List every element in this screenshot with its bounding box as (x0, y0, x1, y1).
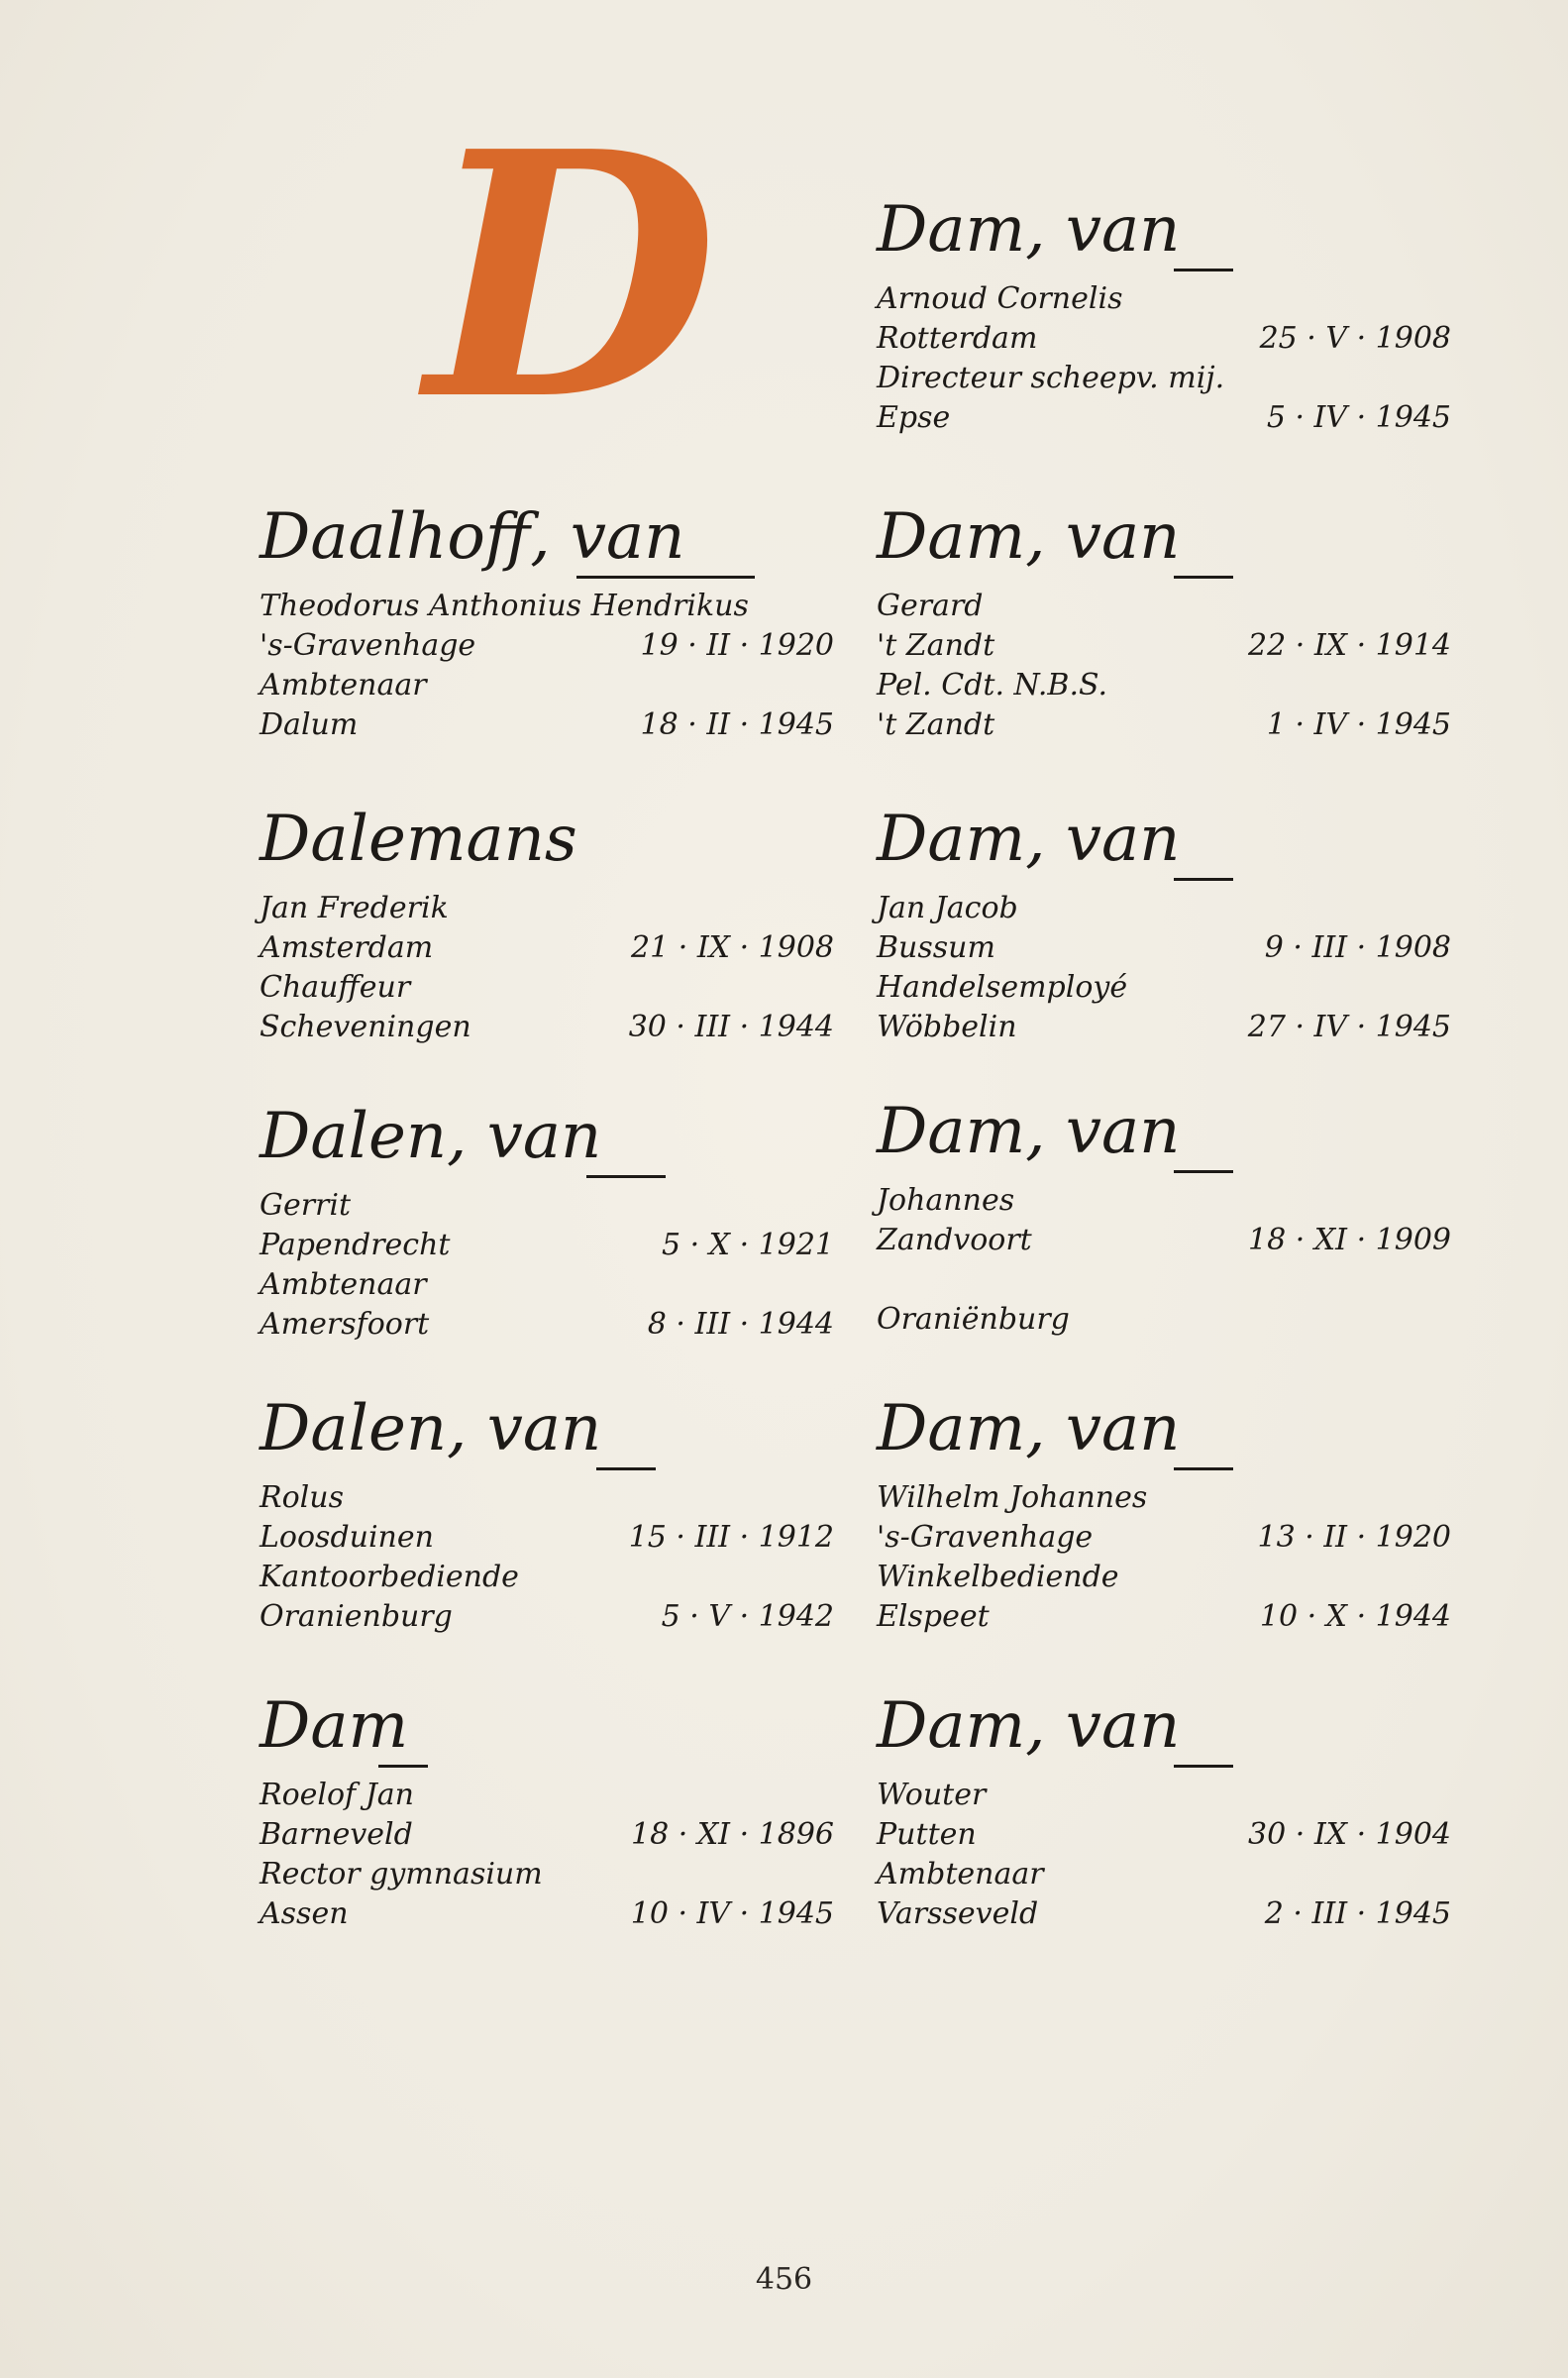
birth-date: 18 · XI · 1896 (631, 1817, 834, 1852)
birth-date: 15 · III · 1912 (628, 1520, 834, 1555)
record-entry (877, 500, 1451, 745)
birth-line: 's-Gravenhage 19 · II · 1920 (260, 626, 834, 666)
given-names-line: Jan Frederik (260, 891, 449, 925)
given-names-line: Gerard (877, 589, 984, 623)
birth-line: Amsterdam 21 · IX · 1908 (260, 928, 834, 968)
surname-heading: Dalen, van (260, 1105, 834, 1186)
surname-heading: Dam, van (877, 1100, 1451, 1181)
death-line: Oranienburg 5 · V · 1942 (260, 1597, 834, 1637)
record-entry (877, 1095, 1451, 1340)
birth-date: 18 · XI · 1909 (1248, 1223, 1451, 1257)
record-entry (260, 500, 834, 745)
death-line: 't Zandt 1 · IV · 1945 (877, 705, 1451, 745)
death-date: 5 · IV · 1945 (1266, 400, 1451, 435)
surname-flourish (586, 1175, 666, 1178)
record-entry (877, 1689, 1451, 1934)
birth-date: 22 · IX · 1914 (1248, 628, 1451, 663)
birth-date: 30 · IX · 1904 (1248, 1817, 1451, 1852)
record-entry (260, 803, 834, 1047)
birth-date: 9 · III · 1908 (1264, 930, 1451, 965)
birth-date: 21 · IX · 1908 (631, 930, 834, 965)
birth-date: 25 · V · 1908 (1259, 321, 1451, 356)
death-line: Scheveningen 30 · III · 1944 (260, 1008, 834, 1047)
surname-heading: Dam, van (877, 505, 1451, 587)
death-date: 10 · IV · 1945 (630, 1896, 834, 1931)
surname-flourish (1174, 878, 1233, 881)
birth-date: 19 · II · 1920 (640, 628, 834, 663)
surname-heading: Dam, van (877, 1694, 1451, 1776)
given-names-line: Wilhelm Johannes (877, 1480, 1148, 1515)
occupation-line: Ambtenaar (877, 1857, 1044, 1892)
surname-flourish (1174, 576, 1233, 579)
death-line: Dalum 18 · II · 1945 (260, 705, 834, 745)
death-line: Varsseveld 2 · III · 1945 (877, 1894, 1451, 1934)
birth-line: Barneveld 18 · XI · 1896 (260, 1815, 834, 1855)
occupation-line: Chauffeur (260, 970, 411, 1005)
surname-flourish (576, 576, 755, 579)
given-names-line: Roelof Jan (260, 1778, 414, 1812)
surname-flourish (1174, 269, 1233, 271)
death-date: 2 · III · 1945 (1264, 1896, 1451, 1931)
given-names-line: Rolus (260, 1480, 344, 1515)
given-names-line: Gerrit (260, 1188, 352, 1223)
birth-line: Bussum 9 · III · 1908 (877, 928, 1451, 968)
death-date: 27 · IV · 1945 (1247, 1010, 1451, 1044)
death-date: 1 · IV · 1945 (1266, 707, 1451, 742)
death-date: 30 · III · 1944 (628, 1010, 834, 1044)
occupation-line (877, 1260, 1451, 1300)
surname-heading: Dalen, van (260, 1397, 834, 1478)
death-line: Epse 5 · IV · 1945 (877, 398, 1451, 438)
birth-line: Papendrecht 5 · X · 1921 (260, 1226, 834, 1265)
death-line: Amersfoort 8 · III · 1944 (260, 1305, 834, 1345)
given-names-line: Wouter (877, 1778, 987, 1812)
given-names-line: Jan Jacob (877, 891, 1018, 925)
page-number: 456 (755, 2262, 813, 2297)
surname-heading: Dam, van (877, 198, 1451, 279)
record-entry (877, 803, 1451, 1047)
occupation-line: Directeur scheepv. mij. (877, 361, 1225, 395)
surname-heading: Dam, van (877, 808, 1451, 889)
surname-heading: Dam, van (877, 1397, 1451, 1478)
birth-line: 's-Gravenhage 13 · II · 1920 (877, 1518, 1451, 1558)
birth-date: 13 · II · 1920 (1257, 1520, 1451, 1555)
birth-line: 't Zandt 22 · IX · 1914 (877, 626, 1451, 666)
occupation-line: Ambtenaar (260, 668, 427, 703)
occupation-line: Winkelbediende (877, 1560, 1119, 1594)
occupation-line: Rector gymnasium (260, 1857, 543, 1892)
given-names-line: Arnoud Cornelis (877, 281, 1123, 316)
death-line: Elspeet 10 · X · 1944 (877, 1597, 1451, 1637)
surname-heading: Dalemans (260, 803, 577, 876)
given-names-line: Theodorus Anthonius Hendrikus (260, 589, 749, 623)
surname-flourish (378, 1765, 428, 1768)
death-date: 10 · X · 1944 (1259, 1599, 1451, 1634)
birth-line: Loosduinen 15 · III · 1912 (260, 1518, 834, 1558)
death-date: 8 · III · 1944 (647, 1307, 834, 1342)
death-line: Wöbbelin 27 · IV · 1945 (877, 1008, 1451, 1047)
surname-flourish (1174, 1765, 1233, 1768)
given-names-line: Johannes (877, 1183, 1015, 1218)
surname-heading: Dam (260, 1694, 834, 1776)
surname-heading: Daalhoff, van (260, 505, 834, 587)
death-line: Assen 10 · IV · 1945 (260, 1894, 834, 1934)
surname-flourish (1174, 1467, 1233, 1470)
record-entry (877, 1392, 1451, 1637)
record-entry (260, 1100, 834, 1345)
surname-flourish (596, 1467, 656, 1470)
birth-line: Putten 30 · IX · 1904 (877, 1815, 1451, 1855)
record-entry (260, 1392, 834, 1637)
decorated-initial: D (426, 79, 718, 475)
occupation-line: Ambtenaar (260, 1267, 427, 1302)
death-date: 18 · II · 1945 (640, 707, 834, 742)
death-date: 5 · V · 1942 (661, 1599, 834, 1634)
record-entry (877, 193, 1451, 438)
birth-line: Zandvoort 18 · XI · 1909 (877, 1221, 1451, 1260)
occupation-line: Handelsemployé (877, 970, 1128, 1005)
birth-date: 5 · X · 1921 (661, 1228, 834, 1262)
record-entry (260, 1689, 834, 1934)
death-line: Oraniënburg (877, 1302, 1070, 1337)
birth-line: Rotterdam 25 · V · 1908 (877, 319, 1451, 359)
occupation-line: Pel. Cdt. N.B.S. (877, 668, 1108, 703)
occupation-line: Kantoorbediende (260, 1560, 519, 1594)
surname-flourish (1174, 1170, 1233, 1173)
